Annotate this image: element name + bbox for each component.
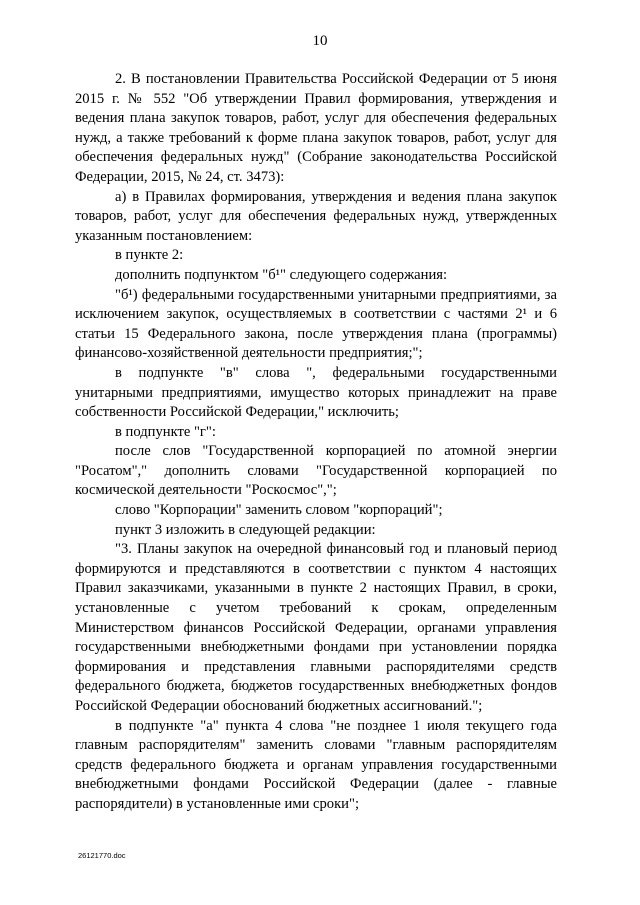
paragraph: 2. В постановлении Правительства Российской Федерации от 5 июня 2015 г. № 552 "Об утверждении Правил формирования, утверждения и ведения плана закупок товаров, работ, услуг для обеспечения федеральных нужд, а также требований к форме плана закупок товаров, работ, услуг для обеспечения федеральных нужд" (Собрание законодательства Российской Федерации, 2015, № 24, ст. 3473):: [75, 71, 557, 185]
file-name: 26121770.doc: [78, 851, 126, 860]
document-body: [75, 70, 557, 815]
paragraph: в пункте 2:: [115, 247, 184, 264]
paragraph: пункт 3 изложить в следующей редакции:: [115, 521, 376, 538]
paragraph: в подпункте "г":: [115, 423, 216, 440]
paragraph: после слов "Государственной корпорацией по атомной энергии "Росатом"," дополнить словами "Государственной корпорацией по космической деятельности "Роскосмос",";: [75, 443, 557, 499]
paragraph: слово "Корпорации" заменить словом "корпораций";: [115, 502, 443, 519]
paragraph: а) в Правилах формирования, утверждения и ведения плана закупок товаров, работ, услуг для обеспечения федеральных нужд, утвержденных указанным постановлением:: [75, 188, 557, 244]
paragraph: в подпункте "а" пункта 4 слова "не позднее 1 июля текущего года главным распорядителям" заменить словами "главным распорядителям средств федерального бюджета и органам управления государственными внебюджетными фондами Российской Федерации (далее - главные распорядители) в установленные ими сроки";: [75, 717, 557, 812]
paragraph: "3. Планы закупок на очередной финансовый год и плановый период формируются и представляются в соответствии с пунктом 4 настоящих Правил заказчиками, указанными в пункте 2 настоящих Правил, в сроки, установленные с учетом требований к срокам, определенным Министерством финансов Российской Федерации, органами управления государственными внебюджетными фондами при установлении порядка формирования и представления главными распорядителями средств федерального бюджета, бюджетов государственных внебюджетных фондов Российской Федерации обоснований бюджетных ассигнований.";: [75, 541, 557, 714]
paragraph: в подпункте "в" слова ", федеральными государственными унитарными предприятиями, имущество которых принадлежит на праве собственности Российской Федерации," исключить;: [75, 364, 557, 421]
paragraph: дополнить подпунктом "б¹" следующего содержания:: [115, 266, 448, 283]
paragraph: "б¹) федеральными государственными унитарными предприятиями, за исключением закупок, осуществляемых в соответствии с частями 2¹ и 6 статьи 15 Федерального закона, после утверждения плана (программы) финансово-хозяйственной деятельности предприятия;";: [75, 286, 557, 362]
page-number: 10: [312, 33, 328, 49]
